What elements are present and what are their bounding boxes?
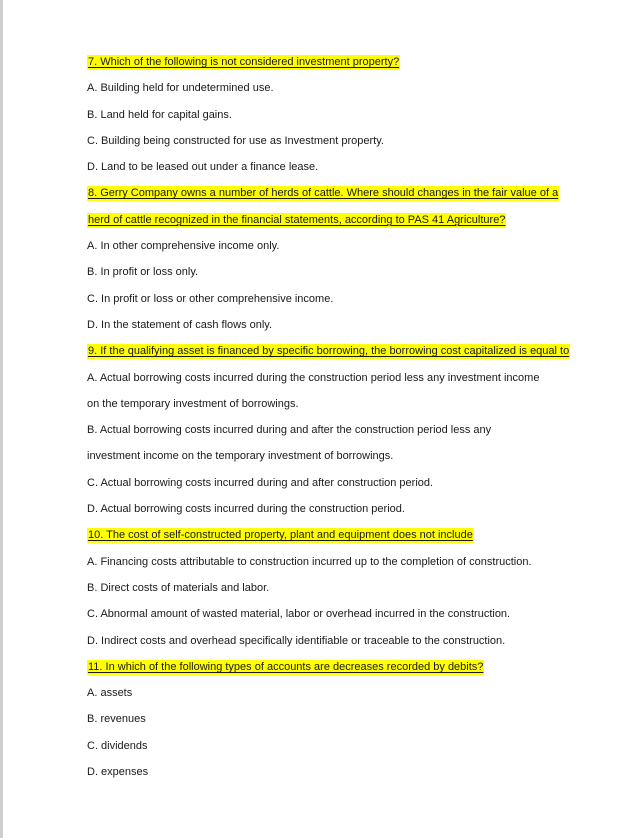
option-d: D. Indirect costs and overhead specifically identifiable or traceable to the construction. [87,634,506,647]
quiz-document [87,52,627,788]
question-block-7 [87,52,627,183]
highlighted-question-text: 8. Gerry Company owns a number of herds of cattle. Where should changes in the fair value of a [88,187,559,200]
question-block-11 [87,657,627,788]
question-block-9 [87,341,627,525]
option-a: A. In other comprehensive income only. [87,240,280,253]
highlighted-question-text: 7. Which of the following is not considered investment property? [88,56,400,68]
question-line [87,52,627,78]
option-b: B. revenues [87,713,146,726]
highlighted-question-text: 10. The cost of self-constructed property, plant and equipment does not include [88,529,473,542]
option-a: A. assets [87,687,133,700]
option-d: D. In the statement of cash flows only. [87,318,273,331]
question-block-10 [87,525,627,656]
question-line [87,183,627,209]
question-line [87,341,627,367]
option-a: A. Financing costs attributable to construction incurred up to the completion of construction. [87,555,532,568]
option-b: B. In profit or loss only. [87,266,199,279]
option-c: C. Abnormal amount of wasted material, labor or overhead incurred in the construction. [87,608,511,621]
option-c: C. Building being constructed for use as Investment property. [87,134,384,147]
page-left-edge [0,0,3,838]
option-c: C. dividends [87,739,148,752]
question-line [87,210,627,236]
option-b-continued: investment income on the temporary investment of borrowings. [87,450,394,463]
highlighted-question-text: 9. If the qualifying asset is financed by specific borrowing, the borrowing cost capitalized is equal to [88,345,570,358]
option-b: B. Direct costs of materials and labor. [87,581,270,594]
option-c: C. Actual borrowing costs incurred during and after construction period. [87,476,434,489]
option-d: D. expenses [87,766,149,779]
option-d: D. Actual borrowing costs incurred during the construction period. [87,503,405,516]
option-c: C. In profit or loss or other comprehensive income. [87,292,334,305]
option-a-continued: on the temporary investment of borrowings. [87,397,299,410]
option-a: A. Actual borrowing costs incurred during the construction period less any investment income [87,371,540,384]
highlighted-question-text: 11. In which of the following types of accounts are decreases recorded by debits? [88,660,484,673]
option-d: D. Land to be leased out under a finance lease. [87,161,319,174]
question-line [87,525,627,551]
option-a: A. Building held for undetermined use. [87,82,274,95]
option-b: B. Land held for capital gains. [87,108,232,121]
question-block-8 [87,183,627,341]
highlighted-question-text: herd of cattle recognized in the financial statements, according to PAS 41 Agriculture? [88,213,506,226]
question-line [87,657,627,683]
option-b: B. Actual borrowing costs incurred during and after the construction period less any [87,424,492,437]
